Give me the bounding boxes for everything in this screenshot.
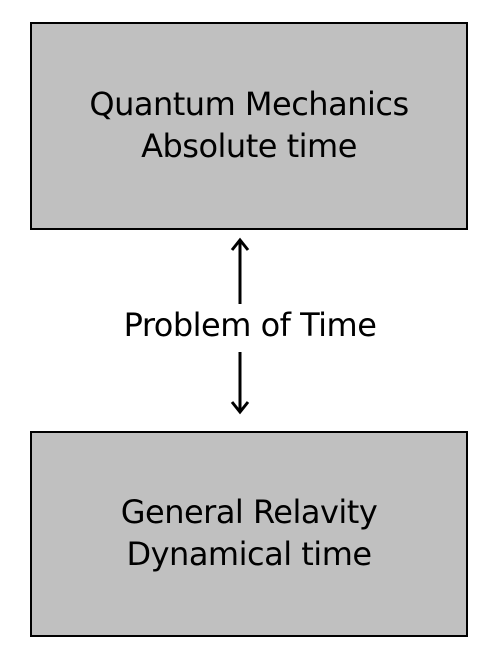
problem-of-time-label: Problem of Time [123, 306, 377, 344]
quantum-mechanics-label: Quantum Mechanics [89, 85, 409, 124]
general-relativity-label: General Relavity [120, 493, 378, 532]
dynamical-time-label: Dynamical time [126, 535, 372, 573]
absolute-time-label: Absolute time [141, 127, 357, 165]
arrow-down-icon [225, 350, 255, 416]
quantum-mechanics-box [30, 22, 468, 230]
arrow-up-icon [225, 236, 255, 308]
general-relativity-box [30, 431, 468, 637]
